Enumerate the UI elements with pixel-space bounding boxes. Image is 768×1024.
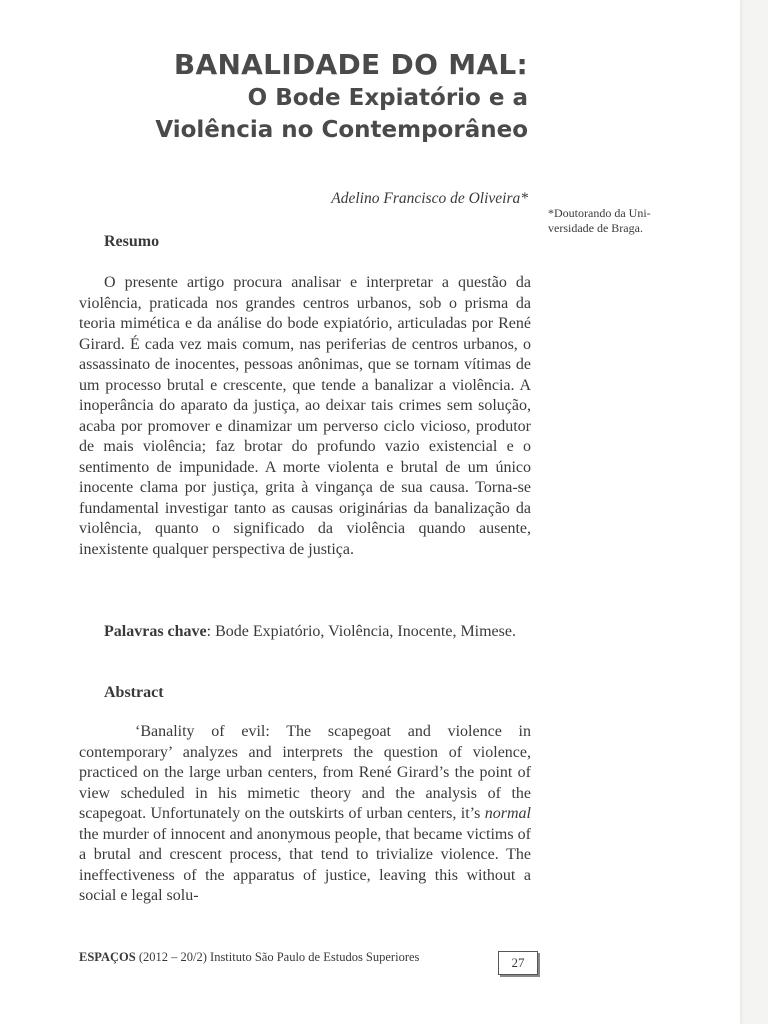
abstract-text-part-1: ‘Banality of evil: The scapegoat and violence in contemporary’ analyzes and interprets the question of violence, practiced on the large urban centers, from René Girard’s the point of view scheduled in his mimetic theory and the analysis of the scapegoat. Unfortunately on the outskirts of urban centers, it’s <box>79 723 531 822</box>
journal-details: (2012 – 20/2) Instituto São Paulo de Estudos Superiores <box>135 950 420 964</box>
article-title <box>155 48 528 146</box>
abstract-italic-word: normal <box>484 805 531 822</box>
resumo-paragraph: O presente artigo procura analisar e interpretar a questão da violência, praticada nos grandes centros urbanos, sob o prisma da teoria mimética e da análise do bode expiatório, articuladas por René Girard. É cada vez mais comum, nas periferias de centros urbanos, o assassinato de inocentes, pessoas anônimas, que se tornam vítimas de um processo brutal e crescente, que tende a banalizar a violência. A inoperância do aparato da justiça, ao deixar tais crimes sem solução, acaba por promover e dinamizar um perverso ciclo vicioso, produtor de mais violência; faz brotar do profundo vazio existencial e o sentimento de impunidade. A morte violenta e brutal de um único inocente clama por justiça, grita à vingança de sua causa. Torna-se fundamental investigar tanto as causas originárias da banalização da violência, quanto o significado da violência quando ausente, inexistente qualquer perspectiva de justiça. <box>79 274 531 558</box>
footnote-line-1: *Doutorando da Uni- <box>548 206 651 220</box>
keywords <box>79 622 531 643</box>
journal-name: ESPAÇOS <box>79 950 136 964</box>
abstract-body <box>79 722 531 907</box>
page-footer <box>79 950 419 965</box>
footnote-line-2: versidade de Braga. <box>548 221 643 235</box>
keywords-label: Palavras chave <box>104 623 207 640</box>
abstract-text-part-2: the murder of innocent and anonymous people, that became victims of a brutal and crescent process, that tend to trivialize violence. The ineffectiveness of the apparatus of justice, leaving this without a social e legal solu- <box>79 825 531 904</box>
title-line-1: BANALIDADE DO MAL: <box>173 48 528 81</box>
resumo-body <box>79 273 531 560</box>
page-number: 27 <box>498 951 538 975</box>
abstract-paragraph <box>79 722 531 907</box>
author-footnote <box>548 206 698 236</box>
title-line-2: O Bode Expiatório e a <box>247 85 528 111</box>
title-line-3: Violência no Contemporâneo <box>155 117 528 143</box>
keywords-text: : Bode Expiatório, Violência, Inocente, Mimese. <box>206 623 516 640</box>
author-name: Adelino Francisco de Oliveira* <box>331 190 528 207</box>
resumo-heading: Resumo <box>104 233 160 250</box>
abstract-heading: Abstract <box>104 684 164 701</box>
